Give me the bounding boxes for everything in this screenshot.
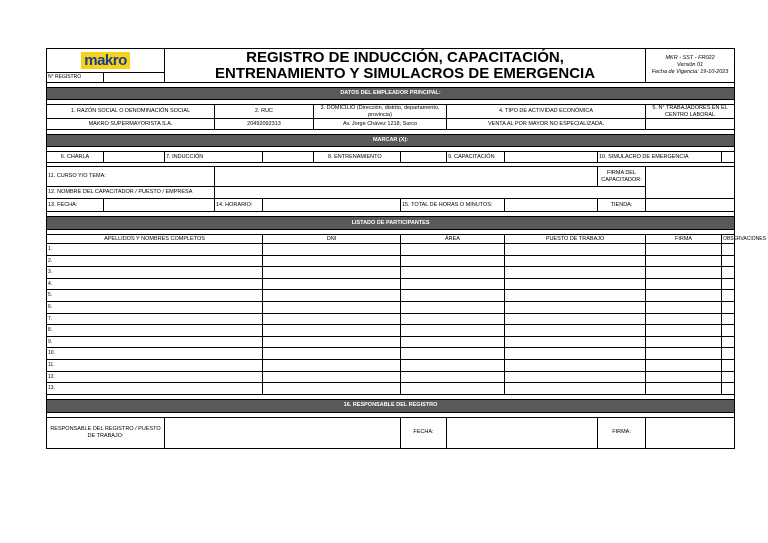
participant-row	[47, 255, 735, 267]
trabajadores-header: 5. N° TRABAJADORES EN EL CENTRO LABORAL	[646, 105, 735, 119]
participant-name-field[interactable]	[47, 313, 263, 325]
participant-name-field[interactable]	[47, 325, 263, 337]
curso-label: 11. CURSO Y/O TEMA:	[47, 167, 215, 187]
participant-observaciones-field[interactable]	[722, 278, 735, 290]
participant-number: 10.	[48, 350, 55, 357]
header-row	[47, 49, 735, 73]
participant-puesto-field[interactable]	[505, 325, 646, 337]
participant-name-field[interactable]	[47, 371, 263, 383]
participant-name-field[interactable]	[47, 383, 263, 395]
participant-row	[47, 278, 735, 290]
responsable-label: RESPONSABLE DEL REGISTRO / PUESTO DE TRABAJO:	[47, 417, 165, 448]
simulacro-label: 10. SIMULACRO DE EMERGENCIA	[598, 152, 722, 163]
participant-area-field[interactable]	[401, 290, 505, 302]
participant-dni-field[interactable]	[263, 255, 401, 267]
col-dni: DNI	[263, 235, 401, 244]
form-table	[46, 48, 766, 449]
participant-area-field[interactable]	[401, 301, 505, 313]
entrenamiento-checkbox[interactable]	[401, 152, 447, 163]
participant-firma-field[interactable]	[646, 359, 722, 371]
responsable-field[interactable]	[165, 417, 401, 448]
marcar-bar: MARCAR (X):	[47, 135, 735, 147]
participant-number: 2.	[48, 257, 53, 264]
participant-area-field[interactable]	[401, 336, 505, 348]
participant-name-field[interactable]	[47, 359, 263, 371]
participant-dni-field[interactable]	[263, 244, 401, 256]
firma-capacitador-label: FIRMA DEL CAPACITADOR:	[598, 167, 646, 187]
participant-number: 1.	[48, 246, 53, 253]
col-nombres: APELLIDOS Y NOMBRES COMPLETOS	[47, 235, 263, 244]
participant-row	[47, 383, 735, 395]
participantes-header	[47, 235, 735, 244]
responsable-fecha-label: FECHA:	[401, 417, 447, 448]
participant-area-field[interactable]	[401, 359, 505, 371]
empleador-bar: DATOS DEL EMPLEADOR PRINCIPAL:	[47, 88, 735, 100]
entrenamiento-label: 8. ENTRENAMIENTO	[314, 152, 401, 163]
participantes-body	[47, 244, 735, 395]
participant-area-field[interactable]	[401, 371, 505, 383]
participant-observaciones-field[interactable]	[722, 267, 735, 279]
col-observaciones: OBSERVACIONES	[723, 235, 766, 242]
nombre-capacitador-label: 12. NOMBRE DEL CAPACITADOR / PUESTO / EMPRESA	[47, 187, 215, 199]
title-line-1: REGISTRO DE INDUCCIÓN, CAPACITACIÓN,	[246, 48, 564, 66]
participant-row	[47, 313, 735, 325]
document-vigencia: Fecha de Vigencia: 19-10-2023	[651, 69, 729, 75]
actividad-value[interactable]: VENTA AL POR MAYOR NO ESPECIALIZADA.	[447, 119, 646, 130]
horario-label: 14. HORARIO:	[215, 199, 263, 212]
participant-row	[47, 359, 735, 371]
participant-puesto-field[interactable]	[505, 255, 646, 267]
participant-puesto-field[interactable]	[505, 313, 646, 325]
participant-puesto-field[interactable]	[505, 383, 646, 395]
participant-puesto-field[interactable]	[505, 301, 646, 313]
responsable-fecha-field[interactable]	[447, 417, 598, 448]
participant-firma-field[interactable]	[646, 301, 722, 313]
empleador-values	[47, 119, 735, 130]
tienda-field[interactable]	[646, 199, 735, 212]
participant-firma-field[interactable]	[646, 348, 722, 360]
col-area: ÁREA	[401, 235, 505, 244]
participant-firma-field[interactable]	[646, 244, 722, 256]
participant-observaciones-field[interactable]	[722, 255, 735, 267]
participant-row	[47, 325, 735, 337]
participant-row	[47, 244, 735, 256]
razon-social-value[interactable]: MAKRO SUPERMAYORISTA S.A.	[47, 119, 215, 130]
marcar-row	[47, 152, 735, 163]
capacitador-row	[47, 187, 735, 199]
participant-area-field[interactable]	[401, 313, 505, 325]
firma-capacitador-field[interactable]	[646, 167, 735, 199]
actividad-header: 4. TIPO DE ACTIVIDAD ECONÓMICA	[447, 105, 646, 119]
participantes-bar: LISTADO DE PARTICIPANTES	[47, 217, 735, 230]
participant-observaciones-field[interactable]	[722, 313, 735, 325]
participant-dni-field[interactable]	[263, 383, 401, 395]
participant-row	[47, 301, 735, 313]
empleador-headers	[47, 105, 735, 119]
participant-puesto-field[interactable]	[505, 244, 646, 256]
participant-area-field[interactable]	[401, 383, 505, 395]
participant-row	[47, 371, 735, 383]
participant-observaciones-field[interactable]	[722, 325, 735, 337]
simulacro-checkbox[interactable]	[722, 152, 735, 163]
nombre-capacitador-field[interactable]	[215, 187, 646, 199]
ruc-value[interactable]: 20492092313	[215, 119, 314, 130]
participant-dni-field[interactable]	[263, 359, 401, 371]
participant-observaciones-field[interactable]	[722, 383, 735, 395]
participant-puesto-field[interactable]	[505, 336, 646, 348]
participant-dni-field[interactable]	[263, 290, 401, 302]
col-puesto: PUESTO DE TRABAJO	[505, 235, 646, 244]
capacitacion-label: 9. CAPACITACIÓN	[447, 152, 505, 163]
razon-social-header: 1. RAZÓN SOCIAL O DENOMINACIÓN SOCIAL	[47, 105, 215, 119]
fecha-row	[47, 199, 735, 212]
participant-number: 12.	[48, 373, 55, 380]
document-version: Versión 01	[677, 62, 704, 68]
registro-field[interactable]	[104, 73, 165, 83]
fecha-label: 13. FECHA:	[47, 199, 104, 212]
participant-area-field[interactable]	[401, 255, 505, 267]
participant-number: 5.	[48, 292, 53, 299]
participant-area-field[interactable]	[401, 348, 505, 360]
domicilio-header: 3. DOMICILIO (Dirección, distrito, departamento, provincia)	[314, 105, 447, 119]
participant-dni-field[interactable]	[263, 267, 401, 279]
title-line-2: ENTRENAMIENTO Y SIMULACROS DE EMERGENCIA	[215, 64, 596, 82]
participant-observaciones-field[interactable]	[722, 244, 735, 256]
participant-name-field[interactable]	[47, 244, 263, 256]
participant-observaciones-field[interactable]	[722, 371, 735, 383]
trabajadores-value[interactable]	[646, 119, 735, 130]
total-horas-label: 15. TOTAL DE HORAS O MINUTOS:	[401, 199, 505, 212]
curso-field[interactable]	[215, 167, 598, 187]
participant-observaciones-field[interactable]	[722, 348, 735, 360]
participant-firma-field[interactable]	[646, 371, 722, 383]
participant-number: 6.	[48, 304, 53, 311]
form-title	[165, 49, 646, 83]
participant-puesto-field[interactable]	[505, 278, 646, 290]
participant-observaciones-field[interactable]	[722, 290, 735, 302]
document-meta	[646, 49, 735, 83]
participant-dni-field[interactable]	[263, 325, 401, 337]
participant-row	[47, 348, 735, 360]
col-firma: FIRMA	[646, 235, 722, 244]
makro-logo: makro	[81, 52, 130, 69]
participant-firma-field[interactable]	[646, 267, 722, 279]
responsable-firma-field[interactable]	[646, 417, 735, 448]
participant-number: 3.	[48, 269, 53, 276]
charla-checkbox[interactable]	[104, 152, 165, 163]
participant-firma-field[interactable]	[646, 383, 722, 395]
participant-firma-field[interactable]	[646, 278, 722, 290]
total-horas-field[interactable]	[505, 199, 598, 212]
participant-dni-field[interactable]	[263, 348, 401, 360]
participant-dni-field[interactable]	[263, 313, 401, 325]
participant-number: 9.	[48, 338, 53, 345]
participant-area-field[interactable]	[401, 244, 505, 256]
participant-name-field[interactable]	[47, 301, 263, 313]
participant-name-field[interactable]	[47, 290, 263, 302]
fecha-field[interactable]	[104, 199, 215, 212]
participant-firma-field[interactable]	[646, 325, 722, 337]
domicilio-value[interactable]: Av. Jorge Chávez 1218, Surco	[314, 119, 447, 130]
horario-field[interactable]	[263, 199, 401, 212]
participant-dni-field[interactable]	[263, 301, 401, 313]
charla-label: 6. CHARLA	[47, 152, 104, 163]
participant-dni-field[interactable]	[263, 336, 401, 348]
participant-name-field[interactable]	[47, 255, 263, 267]
participant-name-field[interactable]	[47, 348, 263, 360]
participant-row	[47, 267, 735, 279]
capacitacion-checkbox[interactable]	[505, 152, 598, 163]
participant-row	[47, 336, 735, 348]
induccion-label: 7. INDUCCIÓN	[165, 152, 263, 163]
participant-puesto-field[interactable]	[505, 348, 646, 360]
participant-row	[47, 290, 735, 302]
participant-puesto-field[interactable]	[505, 371, 646, 383]
participant-firma-field[interactable]	[646, 313, 722, 325]
logo-cell	[47, 49, 165, 73]
form-sheet	[46, 48, 766, 449]
registro-label: N° REGISTRO	[47, 73, 104, 83]
responsable-bar: 16. RESPONSABLE DEL REGISTRO	[47, 399, 735, 412]
participant-firma-field[interactable]	[646, 255, 722, 267]
responsable-firma-label: FIRMA:	[598, 417, 646, 448]
participant-firma-field[interactable]	[646, 336, 722, 348]
participant-puesto-field[interactable]	[505, 267, 646, 279]
responsable-row	[47, 417, 735, 448]
participant-name-field[interactable]	[47, 278, 263, 290]
document-code: MKR - SST - FR022	[665, 55, 715, 61]
participant-observaciones-field[interactable]	[722, 301, 735, 313]
participant-number: 8.	[48, 327, 53, 334]
participant-number: 7.	[48, 315, 53, 322]
participant-observaciones-field[interactable]	[722, 359, 735, 371]
ruc-header: 2. RUC	[215, 105, 314, 119]
participant-area-field[interactable]	[401, 267, 505, 279]
participant-area-field[interactable]	[401, 325, 505, 337]
participant-number: 13.	[48, 385, 55, 392]
participant-firma-field[interactable]	[646, 290, 722, 302]
induccion-checkbox[interactable]	[263, 152, 314, 163]
participant-name-field[interactable]	[47, 267, 263, 279]
curso-row	[47, 167, 735, 187]
participant-dni-field[interactable]	[263, 371, 401, 383]
participant-puesto-field[interactable]	[505, 290, 646, 302]
participant-number: 4.	[48, 280, 53, 287]
participant-area-field[interactable]	[401, 278, 505, 290]
participant-puesto-field[interactable]	[505, 359, 646, 371]
participant-number: 11.	[48, 361, 55, 368]
participant-dni-field[interactable]	[263, 278, 401, 290]
participant-observaciones-field[interactable]	[722, 336, 735, 348]
tienda-label: TIENDA:	[598, 199, 646, 212]
participant-name-field[interactable]	[47, 336, 263, 348]
